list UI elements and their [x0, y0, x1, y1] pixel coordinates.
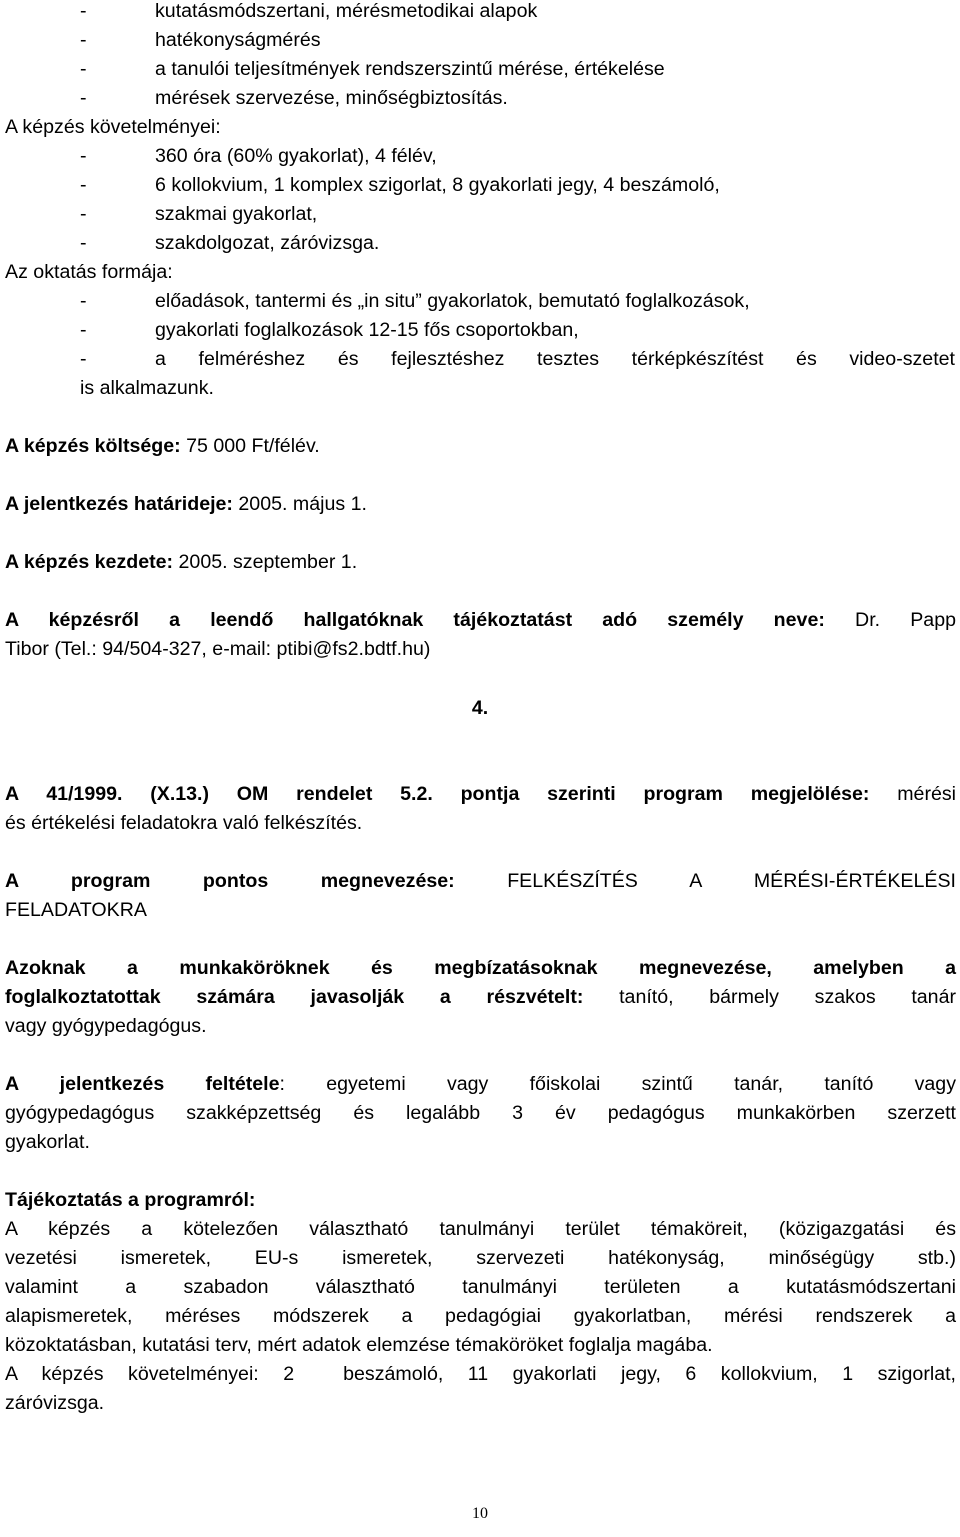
list-item-text: gyakorlati foglalkozások 12-15 fős csoportokban, [155, 319, 579, 341]
decree-label: A 41/1999. (X.13.) OM rendelet 5.2. pontja szerinti program megjelölése: [5, 783, 870, 805]
bullet-dash: - [80, 0, 87, 22]
program-value: FELKÉSZÍTÉS A MÉRÉSI-ÉRTÉKELÉSI [507, 870, 956, 892]
decree-value-cont: és értékelési feladatokra való felkészítés. [5, 812, 363, 834]
list-item-text: 360 óra (60% gyakorlat), 4 félév, [155, 145, 437, 167]
start-label: A képzés kezdete: [5, 551, 174, 573]
list-item-text: szakmai gyakorlat, [155, 203, 318, 225]
bullet-dash: - [80, 203, 87, 225]
bullet-dash: - [80, 232, 87, 254]
contact-label: A képzésről a leendő hallgatóknak tájékoztatást adó személy neve: [5, 609, 825, 631]
bullet-dash: - [80, 319, 87, 341]
list-item-text: 6 kollokvium, 1 komplex szigorlat, 8 gyakorlati jegy, 4 beszámoló, [155, 174, 720, 196]
jobs-line [5, 983, 956, 1012]
condition-label: A jelentkezés feltétele [5, 1073, 280, 1095]
decree-value: mérési [897, 783, 957, 805]
list-item-continuation: is alkalmazunk. [80, 377, 214, 399]
list-item-text: szakdolgozat, záróvizsga. [155, 232, 380, 254]
list-item-text: a tanulói teljesítmények rendszerszintű mérése, értékelése [155, 58, 665, 80]
deadline-label: A jelentkezés határideje: [5, 493, 233, 515]
condition-line [5, 1070, 956, 1099]
bullet-dash: - [80, 348, 87, 370]
bullet-dash: - [80, 174, 87, 196]
contact-line [5, 606, 956, 635]
requirements-summary: A képzés követelményei: 2 beszámoló, 11 gyakorlati jegy, 6 kollokvium, 1 szigorlat, [5, 1363, 956, 1385]
list-item-text: a felméréshez és fejlesztéshez tesztes térképkészítést és video-szetet [155, 348, 955, 370]
condition-value-end: gyakorlat. [5, 1131, 90, 1153]
info-line: vezetési ismeretek, EU-s ismeretek, szervezeti hatékonyság, minőségügy stb.) [5, 1247, 956, 1269]
info-line: A képzés a kötelezően választható tanulmányi terület témaköreit, (közigazgatási és [5, 1218, 956, 1240]
jobs-label: Azoknak a munkaköröknek és megbízatásoknak megnevezése, amelyben a [5, 957, 956, 979]
bullet-dash: - [80, 290, 87, 312]
condition-value-cont: gyógypedagógus szakképzettség és legalább 3 év pedagógus munkakörben szerzett [5, 1102, 956, 1124]
info-heading: Tájékoztatás a programról: [5, 1189, 256, 1211]
requirements-summary-cont: záróvizsga. [5, 1392, 105, 1414]
contact-value: Dr. Papp [855, 609, 957, 631]
jobs-value-cont: vagy gyógypedagógus. [5, 1015, 207, 1037]
deadline-line [5, 490, 367, 519]
cost-line [5, 432, 320, 461]
start-line [5, 548, 357, 577]
list-item-text: hatékonyságmérés [155, 29, 321, 51]
cost-value: 75 000 Ft/félév. [180, 435, 320, 457]
info-line: alapismeretek, méréses módszerek a pedagógiai gyakorlatban, mérési rendszerek a [5, 1305, 956, 1327]
teaching-form-heading: Az oktatás formája: [5, 261, 173, 283]
program-label: A program pontos megnevezése: [5, 870, 455, 892]
section-number: 4. [471, 697, 489, 719]
bullet-dash: - [80, 58, 87, 80]
cost-label: A képzés költsége: [5, 435, 181, 457]
program-line [5, 867, 956, 896]
bullet-dash: - [80, 29, 87, 51]
program-value-cont: FELADATOKRA [5, 899, 147, 921]
start-value: 2005. szeptember 1. [173, 551, 358, 573]
deadline-value: 2005. május 1. [232, 493, 367, 515]
jobs-label-cont: foglalkoztatottak számára javasolják a részvételt: [5, 986, 584, 1008]
jobs-value: tanító, bármely szakos tanár [583, 986, 956, 1008]
list-item-text: előadások, tantermi és „in situ” gyakorlatok, bemutató foglalkozások, [155, 290, 750, 312]
requirements-heading: A képzés követelményei: [5, 116, 221, 138]
list-item-text: mérések szervezése, minőségbiztosítás. [155, 87, 508, 109]
decree-line [5, 780, 956, 809]
info-line: valamint a szabadon választható tanulmányi területen a kutatásmódszertani [5, 1276, 956, 1298]
contact-details: Tibor (Tel.: 94/504-327, e-mail: ptibi@fs2.bdtf.hu) [5, 638, 431, 660]
bullet-dash: - [80, 87, 87, 109]
page-number: 10 [472, 1505, 488, 1522]
list-item-text: kutatásmódszertani, mérésmetodikai alapok [155, 0, 538, 22]
bullet-dash: - [80, 145, 87, 167]
info-line: közoktatásban, kutatási terv, mért adatok elemzése témaköröket foglalja magába. [5, 1334, 713, 1356]
condition-value: : egyetemi vagy főiskolai szintű tanár, tanító vagy [279, 1073, 956, 1095]
